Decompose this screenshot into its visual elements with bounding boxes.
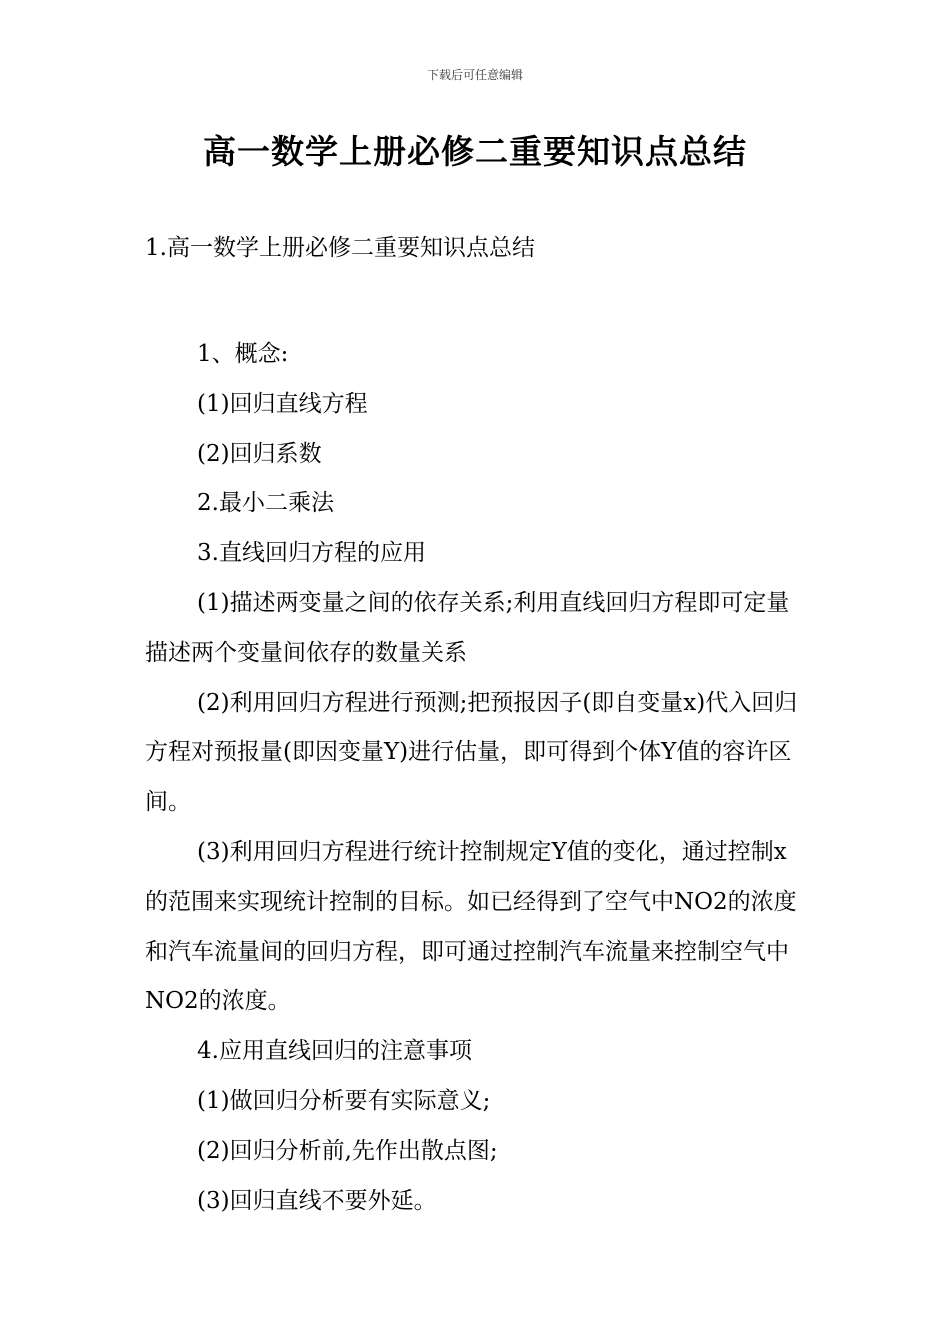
paragraph-note-2: (2)回归分析前,先作出散点图; (197, 1137, 498, 1164)
paragraph-regression-equation: (1)回归直线方程 (197, 390, 368, 417)
paragraph-application-describe: (1)描述两变量之间的依存关系;利用直线回归方程即可定量描述两个变量间依存的数量关系 (145, 589, 790, 666)
paragraph-note-1: (1)做回归分析要有实际意义; (197, 1087, 491, 1114)
document-body (145, 330, 807, 1226)
section-heading: 1.高一数学上册必修二重要知识点总结 (145, 235, 535, 261)
paragraph-concept: 1、概念: (197, 341, 289, 367)
paragraph-notes-heading: 4.应用直线回归的注意事项 (197, 1038, 472, 1065)
paragraph-least-squares: 2.最小二乘法 (197, 490, 334, 517)
paragraph-note-3: (3)回归直线不要外延。 (197, 1187, 437, 1214)
paragraph-regression-coefficient: (2)回归系数 (197, 440, 322, 467)
paragraph-applications-heading: 3.直线回归方程的应用 (197, 540, 426, 567)
paragraph-application-predict: (2)利用回归方程进行预测;把预报因子(即自变量x)代入回归方程对预报量(即因变量Y)进行估量，即可得到个体Y值的容许区间。 (145, 689, 798, 816)
paragraph-application-control: (3)利用回归方程进行统计控制规定Y值的变化，通过控制x的范围来实现统计控制的目标。如已经得到了空气中NO2的浓度和汽车流量间的回归方程，即可通过控制汽车流量来控制空气中NO2的浓度。 (145, 838, 797, 1015)
header-note: 下载后可任意编辑 (426, 68, 523, 82)
document-title: 高一数学上册必修二重要知识点总结 (203, 132, 747, 171)
